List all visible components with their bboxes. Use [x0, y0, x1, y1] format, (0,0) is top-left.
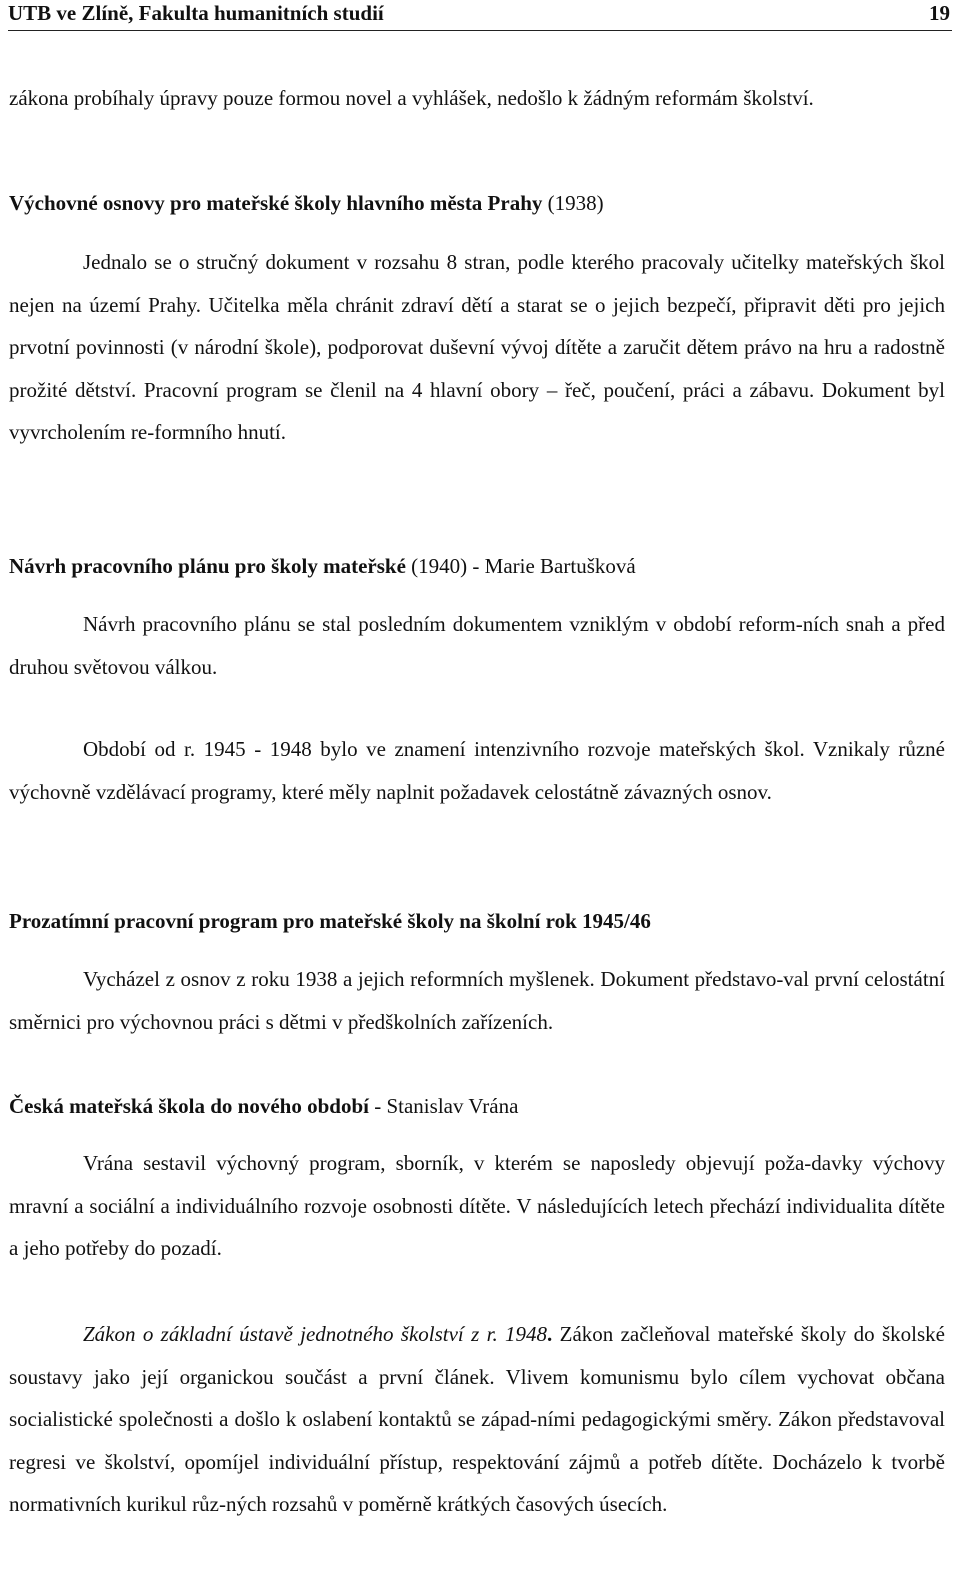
- section-heading-2-title: Návrh pracovního plánu pro školy mateřské: [9, 554, 406, 578]
- section-2-paragraph: Návrh pracovního plánu se stal posledním dokumentem vzniklým v období reform-ních snah a před druhou světovou válkou.: [9, 612, 945, 679]
- section-5-text: Zákon začleňoval mateřské školy do školské soustavy jako její organickou součást a první článek. Vlivem komunismu bylo cílem vychovat občana socialistické společnosti a došlo k oslabení kontaktů se západ-ními pedagogickými směry. Zákon představoval regresi ve školství, opomíjel individuální přístup, respektování zájmů a potřeb dítěte. Docházelo k tvorbě normativních kurikul růz-ných rozsahů v poměrně krátkých časových úsecích.: [9, 1322, 945, 1517]
- section-heading-2: [9, 545, 945, 588]
- section-heading-1-year: (1938): [542, 191, 604, 215]
- law-title: Zákon o základní ústavě jednotného školství z r. 1948: [83, 1322, 548, 1346]
- section-heading-1: [9, 182, 945, 225]
- section-heading-4: [9, 1085, 945, 1128]
- section-heading-3-title: Prozatímní pracovní program pro mateřské školy na školní rok 1945/46: [9, 909, 651, 933]
- section-2-paragraph-2: Období od r. 1945 - 1948 bylo ve znamení intenzivního rozvoje mateřských škol. Vznikaly různé výchovně vzdělávací programy, které měly naplnit požadavek celostátně závazných osnov.: [9, 737, 945, 804]
- section-heading-4-title: Česká mateřská škola do nového období: [9, 1094, 369, 1118]
- section-heading-2-author: (1940) - Marie Bartušková: [405, 554, 636, 578]
- page-number: 19: [929, 1, 950, 25]
- section-4-paragraph: Vrána sestavil výchovný program, sborník, v kterém se naposledy objevují poža-davky výchovy mravní a sociální a individuálního rozvoje osobnosti dítěte. V následujících letech přechází individualita dítěte a jeho potřeby do pozadí.: [9, 1151, 945, 1261]
- law-title-dot: .: [547, 1322, 553, 1346]
- section-5-paragraph: [9, 1313, 945, 1526]
- header-title: UTB ve Zlíně, Fakulta humanitních studií: [8, 1, 384, 25]
- section-3-paragraph: Vycházel z osnov z roku 1938 a jejich reformních myšlenek. Dokument představo-val první celostátní směrnici pro výchovnou práci s dětmi v předškolních zařízeních.: [9, 967, 945, 1034]
- section-heading-4-author: - Stanislav Vrána: [368, 1094, 519, 1118]
- section-1-paragraph: Jednalo se o stručný dokument v rozsahu 8 stran, podle kterého pracovaly učitelky mateřských škol nejen na území Prahy. Učitelka měla chránit zdraví dětí a starat se o jejich bezpečí, připravit děti pro jejich prvotní povinnosti (v národní škole), podporovat duševní vývoj dítěte a zaručit dětem právo na hru a radostně prožité dětství. Pracovní program se členil na 4 hlavní obory – řeč, poučení, práci a zábavu. Dokument byl vyvrcholením re-formního hnutí.: [9, 250, 945, 445]
- running-header: [8, 0, 952, 31]
- intro-paragraph: zákona probíhaly úpravy pouze formou novel a vyhlášek, nedošlo k žádným reformám školství.: [9, 86, 814, 110]
- section-heading-3: [9, 900, 945, 943]
- section-heading-1-title: Výchovné osnovy pro mateřské školy hlavního města Prahy: [9, 191, 543, 215]
